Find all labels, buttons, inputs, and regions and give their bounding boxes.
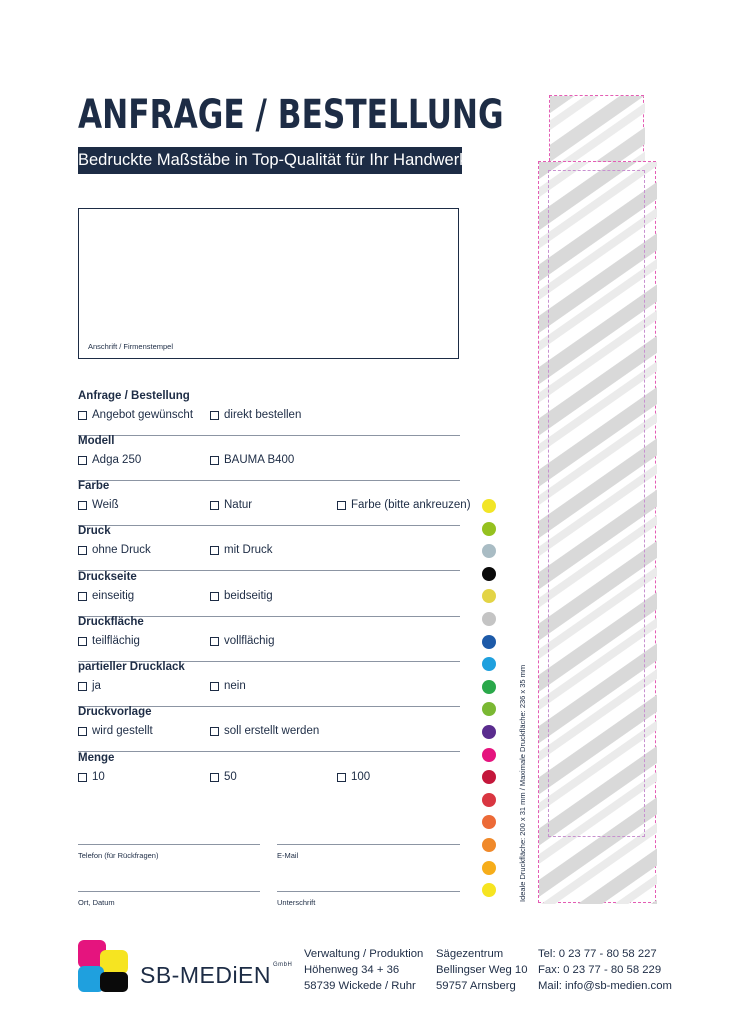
option-no[interactable]: nein [210, 680, 246, 692]
color-swatch[interactable] [482, 702, 496, 716]
checkbox[interactable] [210, 411, 219, 420]
sb-medien-logo [78, 940, 132, 994]
option-one-sided[interactable]: einseitig [78, 590, 134, 602]
ruler-print-area-outline [548, 170, 645, 837]
phone-label: Telefon (für Rückfragen) [78, 851, 159, 860]
ruler-top-stripes [550, 96, 645, 162]
email-label: E-Mail [277, 851, 299, 860]
checkbox[interactable] [210, 501, 219, 510]
footer-contact: Tel: 0 23 77 - 80 58 227 Fax: 0 23 77 - 80 58 229 Mail: info@sb-medien.com [538, 948, 672, 992]
checkbox[interactable] [78, 411, 87, 420]
option-with-print[interactable]: mit Druck [210, 544, 273, 556]
option-full-area[interactable]: vollflächig [210, 635, 275, 647]
checkbox[interactable] [210, 456, 219, 465]
address-box-label: Anschrift / Firmenstempel [88, 342, 174, 351]
color-swatch[interactable] [482, 499, 496, 513]
section-artwork [78, 706, 460, 752]
option-artwork-to-create[interactable]: soll erstellt werden [210, 725, 319, 737]
checkbox[interactable] [337, 501, 346, 510]
checkbox[interactable] [210, 682, 219, 691]
checkbox[interactable] [78, 637, 87, 646]
checkbox[interactable] [78, 682, 87, 691]
color-swatch[interactable] [482, 725, 496, 739]
section-heading: Modell [78, 435, 115, 447]
option-bauma-b400[interactable]: BAUMA B400 [210, 454, 294, 466]
checkbox[interactable] [210, 773, 219, 782]
email-line[interactable] [277, 844, 460, 845]
section-heading: Druckvorlage [78, 706, 152, 718]
option-qty-50[interactable]: 50 [210, 771, 237, 783]
brand-name: SB-MEDiEN $^{GmbH}$ [140, 962, 293, 988]
option-qty-100[interactable]: 100 [337, 771, 370, 783]
color-swatch[interactable] [482, 838, 496, 852]
section-heading: Menge [78, 752, 115, 764]
section-heading: Druckfläche [78, 616, 144, 628]
checkbox[interactable] [78, 501, 87, 510]
section-model [78, 435, 460, 481]
option-yes[interactable]: ja [78, 680, 101, 692]
section-heading: Farbe [78, 480, 110, 492]
signature-line[interactable] [277, 891, 460, 892]
checkbox[interactable] [210, 592, 219, 601]
color-swatch[interactable] [482, 770, 496, 784]
section-print [78, 525, 460, 571]
print-area-label: Ideale Druckfläche: 200 x 31 mm / Maximale Druckfläche: 236 x 35 mm [518, 664, 527, 902]
place-date-line[interactable] [78, 891, 260, 892]
color-swatch[interactable] [482, 861, 496, 875]
color-swatch[interactable] [482, 793, 496, 807]
color-swatch[interactable] [482, 680, 496, 694]
color-swatch[interactable] [482, 635, 496, 649]
ruler-top-outline [549, 95, 644, 161]
option-white[interactable]: Weiß [78, 499, 119, 511]
phone-line[interactable] [78, 844, 260, 845]
section-heading: Druck [78, 525, 111, 537]
section-color [78, 480, 471, 526]
option-qty-10[interactable]: 10 [78, 771, 105, 783]
color-swatch[interactable] [482, 815, 496, 829]
place-date-label: Ort, Datum [78, 898, 115, 907]
checkbox[interactable] [210, 727, 219, 736]
option-quote-requested[interactable]: Angebot gewünscht [78, 409, 193, 421]
option-artwork-provided[interactable]: wird gestellt [78, 725, 153, 737]
color-swatch[interactable] [482, 544, 496, 558]
section-print-side [78, 571, 460, 617]
checkbox[interactable] [210, 546, 219, 555]
section-request [78, 390, 460, 436]
option-no-print[interactable]: ohne Druck [78, 544, 151, 556]
checkbox[interactable] [78, 456, 87, 465]
checkbox[interactable] [78, 727, 87, 736]
checkbox[interactable] [210, 637, 219, 646]
section-print-area [78, 616, 460, 662]
option-order-directly[interactable]: direkt bestellen [210, 409, 301, 421]
color-swatch[interactable] [482, 567, 496, 581]
footer-address-sawmill: Sägezentrum Bellingser Weg 10 59757 Arnsberg [436, 948, 528, 992]
signature-label: Unterschrift [277, 898, 316, 907]
page-title: ANFRAGE / BESTELLUNG [78, 92, 504, 138]
checkbox[interactable] [337, 773, 346, 782]
option-color-tick[interactable]: Farbe (bitte ankreuzen) [337, 499, 471, 511]
option-adga-250[interactable]: Adga 250 [78, 454, 141, 466]
footer-address-admin: Verwaltung / Produktion Höhenweg 34 + 36 58739 Wickede / Ruhr [304, 948, 424, 992]
option-natural[interactable]: Natur [210, 499, 252, 511]
section-heading: partieller Drucklack [78, 661, 185, 673]
color-swatch[interactable] [482, 522, 496, 536]
checkbox[interactable] [78, 592, 87, 601]
checkbox[interactable] [78, 773, 87, 782]
color-swatch[interactable] [482, 612, 496, 626]
color-swatch[interactable] [482, 748, 496, 762]
checkbox[interactable] [78, 546, 87, 555]
section-quantity [78, 752, 460, 797]
color-swatch[interactable] [482, 883, 496, 897]
color-swatch[interactable] [482, 589, 496, 603]
page-subtitle: Bedruckte Maßstäbe in Top-Qualität für Ihr Handwerk [78, 147, 462, 174]
address-stamp-box[interactable] [78, 208, 459, 359]
option-two-sided[interactable]: beidseitig [210, 590, 273, 602]
option-partial-area[interactable]: teilflächig [78, 635, 140, 647]
section-heading: Druckseite [78, 571, 137, 583]
color-swatch[interactable] [482, 657, 496, 671]
section-partial-varnish [78, 661, 460, 707]
section-heading: Anfrage / Bestellung [78, 390, 190, 402]
